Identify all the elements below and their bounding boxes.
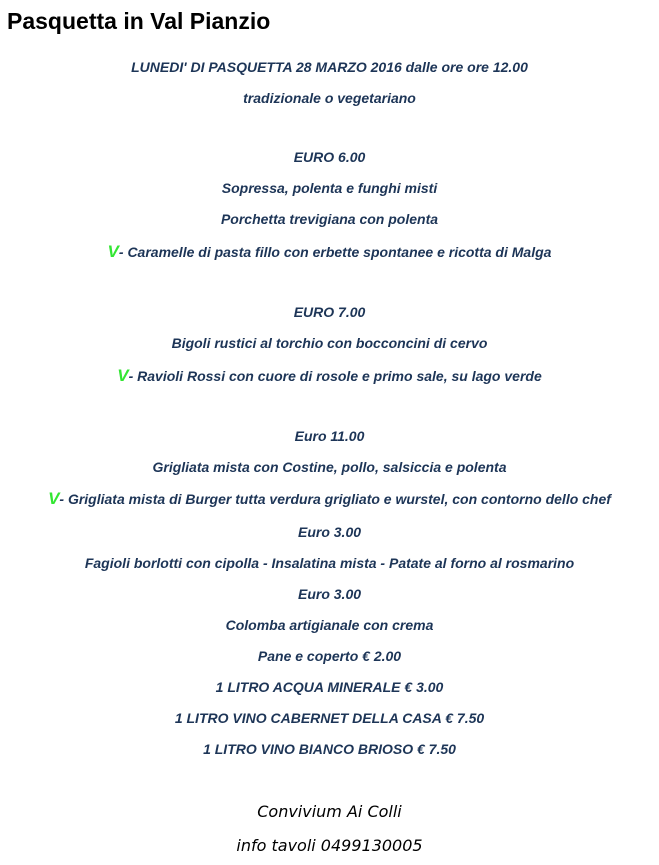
vegetarian-marker: V [117,366,129,385]
extra-item: 1 LITRO ACQUA MINERALE € 3.00 [215,679,444,695]
menu-item-vegetarian [0,243,659,261]
vegetarian-marker: V [48,489,60,508]
extra-item: 1 LITRO VINO CABERNET DELLA CASA € 7.50 [174,710,485,726]
section-price: EURO 7.00 [293,304,366,320]
menu-item-text: - Ravioli Rossi con cuore di rosole e primo sale, su lago verde [128,368,542,384]
section-price: Euro 3.00 [297,586,362,602]
menu-item [0,616,659,634]
menu-item [0,179,659,197]
menu-item-text: Bigoli rustici al torchio con bocconcini di cervo [171,335,488,351]
menu-item-vegetarian [0,490,659,508]
section-price: Euro 3.00 [297,524,362,540]
menu-item [0,210,659,228]
menu-item-text: Grigliata mista con Costine, pollo, salsiccia e polenta [152,459,507,475]
menu-item-text: Colomba artigianale con crema [225,617,434,633]
menu-item-text: Sopressa, polenta e funghi misti [221,180,438,196]
extra-item: Pane e coperto € 2.00 [257,648,402,664]
event-date-line: LUNEDI' DI PASQUETTA 28 MARZO 2016 dalle ore ore 12.00 [131,59,528,75]
page-title: Pasquetta in Val Pianzio [7,8,271,34]
reservation-info: info tavoli 0499130005 [236,836,423,855]
menu-item-vegetarian [0,367,659,385]
menu-item [0,554,659,572]
menu-item-text: - Grigliata mista di Burger tutta verdura grigliato e wurstel, con contorno dello chef [59,491,611,507]
menu-item [0,334,659,352]
restaurant-name: Convivium Ai Colli [257,802,402,821]
section-price: EURO 6.00 [293,149,366,165]
menu-type-subtitle: tradizionale o vegetariano [243,90,416,106]
menu-item [0,458,659,476]
section-price: Euro 11.00 [294,428,365,444]
vegetarian-marker: V [107,242,119,261]
menu-item-text: Fagioli borlotti con cipolla - Insalatina mista - Patate al forno al rosmarino [84,555,575,571]
extra-item: 1 LITRO VINO BIANCO BRIOSO € 7.50 [203,741,456,757]
menu-item-text: Porchetta trevigiana con polenta [220,211,439,227]
menu-item-text: - Caramelle di pasta fillo con erbette spontanee e ricotta di Malga [118,244,552,260]
